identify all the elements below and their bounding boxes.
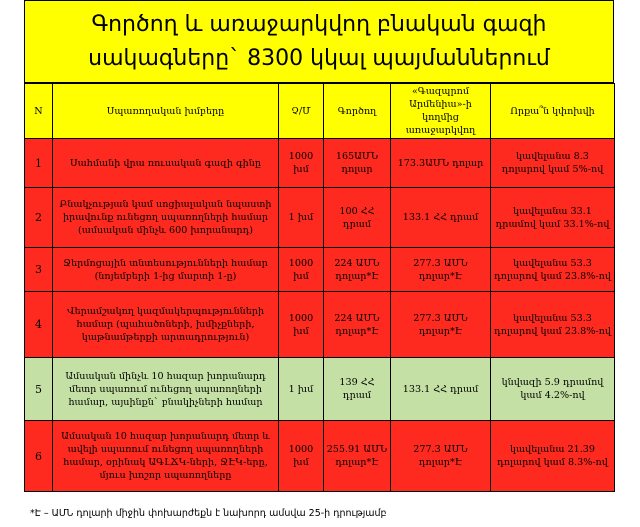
cell-n: 6 bbox=[25, 421, 53, 492]
cell-unit: 1000 խմ bbox=[279, 292, 324, 358]
cell-change: կավելանա 21.39 դոլարով կամ 8.3%-ով bbox=[491, 421, 615, 492]
header-unit: Չ/Մ bbox=[279, 84, 324, 139]
cell-current: 224 ԱՄՆ դոլար*Է bbox=[324, 292, 391, 358]
cell-unit: 1000 խմ bbox=[279, 421, 324, 492]
cell-group: Սահմանի վրա ռուսական գազի գինը bbox=[53, 139, 279, 188]
cell-change: կնվազի 5.9 դրամով կամ 4.2%-ով bbox=[491, 358, 615, 421]
header-proposed: «Գազպրոմ Արմենիա»-ի կողմից առաջարկվող bbox=[391, 84, 491, 139]
table-row bbox=[25, 358, 615, 421]
cell-proposed: 277.3 ԱՄՆ դոլար*Է bbox=[391, 248, 491, 292]
cell-current: 139 ՀՀ դրամ bbox=[324, 358, 391, 421]
cell-current: 100 ՀՀ դրամ bbox=[324, 188, 391, 248]
cell-n: 4 bbox=[25, 292, 53, 358]
cell-proposed: 133.1 ՀՀ դրամ bbox=[391, 358, 491, 421]
cell-change: կավելանա 53.3 դոլարով կամ 23.8%-ով bbox=[491, 248, 615, 292]
header-change: Որքա՞ն կփոխվի bbox=[491, 84, 615, 139]
table-row bbox=[25, 421, 615, 492]
tariff-table bbox=[24, 83, 615, 492]
cell-change: կավելանա 53.3 դոլարով կամ 23.8%-ով bbox=[491, 292, 615, 358]
cell-unit: 1000 խմ bbox=[279, 248, 324, 292]
header-n: N bbox=[25, 84, 53, 139]
cell-group: Ամսական մինչև 10 հազար խորանարդ մետր սպառում ունեցող սպառողների համար, այսինքն` բնակիչների համար bbox=[53, 358, 279, 421]
table-row bbox=[25, 139, 615, 188]
cell-proposed: 133.1 ՀՀ դրամ bbox=[391, 188, 491, 248]
cell-n: 3 bbox=[25, 248, 53, 292]
cell-n: 2 bbox=[25, 188, 53, 248]
cell-group: Բնակչության կամ սոցիալական նպաստի իրավունք ունեցող սպառողների համար (ամսական մինչև 600 խորանարդ) bbox=[53, 188, 279, 248]
cell-n: 5 bbox=[25, 358, 53, 421]
cell-current: 165ԱՄՆ դոլար bbox=[324, 139, 391, 188]
cell-group: Վերամշակող կազմակերպությունների համար (պահածոների, խմիչքների, կաթնամթերքի արտադրություն) bbox=[53, 292, 279, 358]
cell-change: կավելանա 33.1 դրամով կամ 33.1%-ով bbox=[491, 188, 615, 248]
cell-group: Ամսական 10 հազար խորանարդ մետր և ավելի սպառում ունեցող սպառողների համար, օրինակ ԱԳԼՃԿ-ների, ՋԷԿ-երը, մյուս խոշոր սպառողները bbox=[53, 421, 279, 492]
cell-change: կավելանա 8.3 դոլարով կամ 5%-ով bbox=[491, 139, 615, 188]
title-line-2: սակագները` 8300 կկալ պայմաններում bbox=[88, 45, 550, 71]
header-group: Սպառողական խմբերը bbox=[53, 84, 279, 139]
footnote: *Է – ԱՄՆ դոլարի միջին փոխարժեքն է նախորդ ամսվա 25-ի դրությամբ bbox=[30, 508, 387, 519]
header-current: Գործող bbox=[324, 84, 391, 139]
cell-unit: 1000 խմ bbox=[279, 139, 324, 188]
cell-group: Ջերմոցային տնտեսությունների համար (նոյեմբերի 1-ից մարտի 1-ը) bbox=[53, 248, 279, 292]
tariff-table-frame bbox=[24, 0, 614, 492]
cell-current: 224 ԱՄՆ դոլար*Է bbox=[324, 248, 391, 292]
cell-current: 255.91 ԱՄՆ դոլար*Է bbox=[324, 421, 391, 492]
header-row bbox=[25, 84, 615, 139]
table-row bbox=[25, 248, 615, 292]
cell-proposed: 277.3 ԱՄՆ դոլար*Է bbox=[391, 292, 491, 358]
table-title bbox=[24, 0, 614, 83]
cell-unit: 1 խմ bbox=[279, 188, 324, 248]
cell-proposed: 277.3 ԱՄՆ դոլար*Է bbox=[391, 421, 491, 492]
cell-unit: 1 խմ bbox=[279, 358, 324, 421]
table-row bbox=[25, 188, 615, 248]
title-line-1: Գործող և առաջարկվող բնական գազի bbox=[91, 11, 547, 37]
cell-n: 1 bbox=[25, 139, 53, 188]
cell-proposed: 173.3ԱՄՆ դոլար bbox=[391, 139, 491, 188]
table-row bbox=[25, 292, 615, 358]
